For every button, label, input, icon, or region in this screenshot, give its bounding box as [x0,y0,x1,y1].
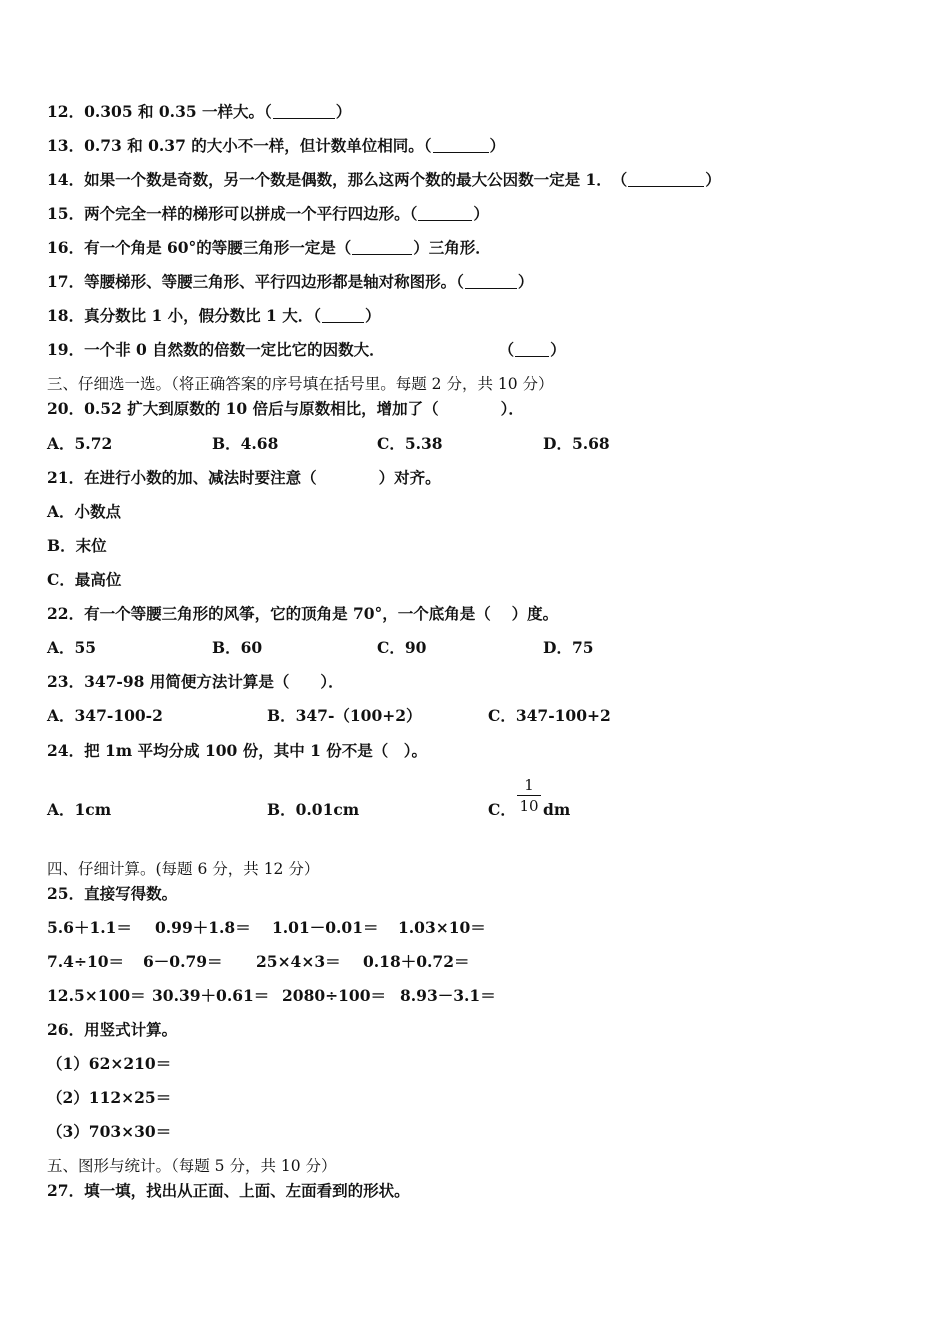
q23-option-c[interactable]: C．347-100+2 [488,706,611,725]
question-25: 25．直接写得数。 [47,884,178,903]
question-text: 19．一个非 0 自然数的倍数一定比它的因数大． [47,340,385,359]
q21-option-b[interactable]: B．末位 [47,536,107,555]
q21-option-a[interactable]: A．小数点 [47,502,122,521]
calc-item: 0.18＋0.72＝ [363,952,470,971]
question-24: 24．把 1m 平均分成 100 份，其中 1 份不是（ ）。 [47,741,428,760]
calc-item: 12.5×100＝ [47,986,146,1005]
q23-option-b[interactable]: B．347-（100+2） [267,706,422,725]
calc-item: 7.4÷10＝ [47,952,125,971]
q20-option-d[interactable]: D．5.68 [543,434,610,453]
section-5-heading: 五、图形与统计。（每题 5 分，共 10 分） [47,1157,337,1175]
question-12: 12．0.305 和 0.35 一样大。（ ） [47,102,352,121]
q22-option-c[interactable]: C．90 [377,638,427,657]
calc-item: 2080÷100＝ [282,986,386,1005]
fraction-one-tenth [517,776,541,815]
answer-blank[interactable] [465,274,517,289]
question-27: 27．填一填，找出从正面、上面、左面看到的形状。 [47,1181,410,1200]
q24-option-c-unit: dm [543,800,571,819]
q20-option-a[interactable]: A．5.72 [47,434,113,453]
answer-blank[interactable] [418,206,472,221]
question-17: 17．等腰梯形、等腰三角形、平行四边形都是轴对称图形。（ ） [47,272,534,291]
calc-item: 1.01－0.01＝ [272,918,379,937]
calc-item: 25×4×3＝ [256,952,341,971]
q23-option-a[interactable]: A．347-100-2 [47,706,163,725]
q22-option-d[interactable]: D．75 [543,638,594,657]
question-text: 18．真分数比 1 小，假分数比 1 大．（ [47,306,321,325]
calc-item: 6－0.79＝ [143,952,223,971]
question-text: 17．等腰梯形、等腰三角形、平行四边形都是轴对称图形。（ [47,272,464,291]
calc-item: 5.6＋1.1＝ [47,918,132,937]
question-13: 13．0.73 和 0.37 的大小不一样，但计数单位相同。（ ） [47,136,506,155]
q20-option-b[interactable]: B．4.68 [212,434,279,453]
answer-blank[interactable] [273,104,335,119]
question-16: 16．有一个角是 60°的等腰三角形一定是（ ）三角形． [47,238,491,257]
question-23: 23．347-98 用简便方法计算是（ ）． [47,672,344,691]
question-15: 15．两个完全一样的梯形可以拼成一个平行四边形。（ ） [47,204,489,223]
section-4-heading: 四、仔细计算。(每题 6 分，共 12 分） [47,860,320,878]
fraction-denominator: 10 [519,797,539,815]
question-26: 26．用竖式计算。 [47,1020,178,1039]
q24-option-b[interactable]: B．0.01cm [267,800,360,819]
fraction-numerator: 1 [524,776,534,794]
answer-blank[interactable] [352,240,412,255]
answer-blank[interactable] [628,172,704,187]
calc-item: （1）62×210＝ [47,1054,172,1073]
calc-item: 1.03×10＝ [398,918,486,937]
q22-option-b[interactable]: B．60 [212,638,263,657]
calc-item: 30.39＋0.61＝ [152,986,270,1005]
question-text: 14．如果一个数是奇数，另一个数是偶数，那么这两个数的最大公因数一定是 1． （ [47,170,628,189]
answer-blank[interactable] [433,138,489,153]
calc-item: （2）112×25＝ [47,1088,172,1107]
question-20: 20．0.52 扩大到原数的 10 倍后与原数相比，增加了（ ）． [47,399,524,418]
question-18: 18．真分数比 1 小，假分数比 1 大．（ ） [47,306,381,325]
answer-blank[interactable] [322,308,364,323]
answer-blank[interactable] [515,342,549,357]
question-text: 13．0.73 和 0.37 的大小不一样，但计数单位相同。（ [47,136,432,155]
question-22: 22．有一个等腰三角形的风筝，它的顶角是 70°，一个底角是（ ）度。 [47,604,559,623]
q22-option-a[interactable]: A．55 [47,638,97,657]
q24-option-c[interactable]: C． [488,800,516,819]
question-19: 19．一个非 0 自然数的倍数一定比它的因数大． （ ） [47,340,566,359]
q20-option-c[interactable]: C．5.38 [377,434,443,453]
question-text: 15．两个完全一样的梯形可以拼成一个平行四边形。（ [47,204,418,223]
question-text: 16．有一个角是 60°的等腰三角形一定是（ [47,238,352,257]
calc-item: 8.93－3.1＝ [400,986,496,1005]
question-14: 14．如果一个数是奇数，另一个数是偶数，那么这两个数的最大公因数一定是 1． （ ） [47,170,721,189]
question-21: 21．在进行小数的加、减法时要注意（ ）对齐。 [47,468,441,487]
calc-item: （3）703×30＝ [47,1122,172,1141]
q21-option-c[interactable]: C．最高位 [47,570,122,589]
q24-option-a[interactable]: A．1cm [47,800,112,819]
calc-item: 0.99＋1.8＝ [155,918,251,937]
section-3-heading: 三、仔细选一选。（将正确答案的序号填在括号里。每题 2 分，共 10 分） [47,375,554,393]
question-text: 12．0.305 和 0.35 一样大。（ [47,102,272,121]
